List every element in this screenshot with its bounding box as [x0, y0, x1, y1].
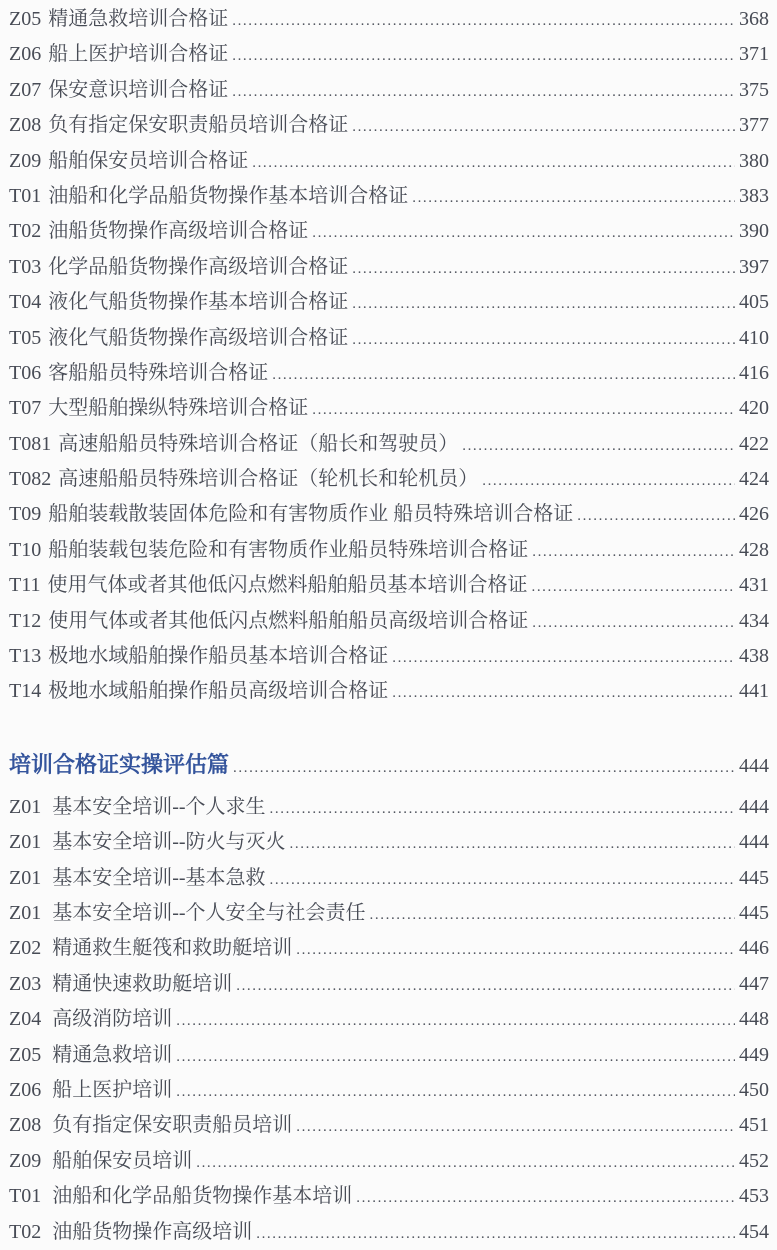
toc-entry-pagenum: 390 — [739, 220, 769, 243]
toc-entry-row — [9, 967, 769, 1002]
dot-leader — [296, 937, 735, 960]
toc-entry-row — [9, 568, 769, 603]
toc-entry-code: T14 — [9, 680, 42, 703]
toc-entry-row — [9, 214, 769, 249]
toc-entry-code: T06 — [9, 361, 42, 384]
toc-entry-pagenum: 434 — [739, 609, 769, 632]
toc-entry-pagenum: 441 — [739, 680, 769, 703]
toc-entry-row — [9, 179, 769, 214]
toc-entry-pagenum: 445 — [739, 866, 769, 889]
dot-leader — [352, 114, 735, 137]
toc-entry-title: 大型船舶操纵特殊培训合格证 — [48, 397, 309, 420]
toc-entry-title: 基本安全培训--防火与灭火 — [52, 831, 286, 854]
toc-entry-title: 精通急救培训合格证 — [48, 8, 229, 30]
toc-entry-row — [9, 427, 769, 462]
toc-entry-pagenum: 405 — [739, 291, 769, 314]
toc-entry-row — [9, 462, 769, 497]
toc-entry-title: 极地水域船舶操作船员基本培训合格证 — [48, 645, 389, 668]
dot-leader — [252, 150, 735, 173]
toc-entry-code: Z01 — [9, 795, 42, 818]
toc-entry-row — [9, 931, 769, 966]
toc-entry-code: Z09 — [9, 149, 42, 172]
dot-leader — [412, 185, 735, 208]
toc-entry-row — [9, 37, 769, 72]
toc-entry-row — [9, 1073, 769, 1108]
dot-leader — [256, 1221, 735, 1244]
toc-entry-title: 船上医护培训合格证 — [48, 43, 229, 66]
toc-entry-row — [9, 604, 769, 639]
toc-entry-row — [9, 1215, 769, 1250]
dot-leader — [176, 1044, 735, 1067]
toc-entry-title: 客船船员特殊培训合格证 — [48, 361, 269, 384]
toc-entry-code: T05 — [9, 326, 42, 349]
dot-leader — [392, 645, 735, 668]
toc-entry-row — [9, 1108, 769, 1143]
toc-entry-code: Z01 — [9, 866, 42, 889]
toc-entry-pagenum: 452 — [739, 1149, 769, 1172]
toc-entry-pagenum: 445 — [739, 901, 769, 924]
dot-leader — [532, 539, 735, 562]
toc-entry-code: Z08 — [9, 1114, 42, 1137]
toc-entry-title: 船舶装载包装危险和有害物质作业船员特殊培训合格证 — [48, 538, 529, 561]
toc-entry-code: Z02 — [9, 937, 42, 960]
toc-entry-pagenum: 449 — [739, 1043, 769, 1066]
toc-entry-code: T07 — [9, 397, 42, 420]
toc-entry-code: T081 — [9, 432, 52, 455]
toc-entry-pagenum: 453 — [739, 1185, 769, 1208]
toc-entry-title: 极地水域船舶操作船员高级培训合格证 — [48, 680, 389, 703]
toc-entry-title: 精通快速救助艇培训 — [52, 972, 233, 995]
toc-entry-code: Z01 — [9, 901, 42, 924]
toc-entry-row — [9, 825, 769, 860]
toc-entry-title: 液化气船货物操作高级培训合格证 — [48, 326, 349, 349]
toc-entry-code: Z07 — [9, 78, 42, 101]
toc-entry-row — [9, 533, 769, 568]
toc-entry-title: 高级消防培训 — [52, 1008, 173, 1031]
dot-leader — [356, 1185, 735, 1208]
toc-entry-row — [9, 73, 769, 108]
toc-entry-row — [9, 861, 769, 896]
toc-entry-pagenum: 444 — [739, 831, 769, 854]
dot-leader — [577, 503, 735, 526]
toc-entry-title: 精通救生艇筏和救助艇培训 — [52, 937, 293, 960]
dot-leader — [312, 397, 735, 420]
dot-leader — [312, 220, 735, 243]
toc-entry-row — [9, 321, 769, 356]
toc-entry-pagenum: 431 — [739, 574, 769, 597]
toc-entry-title: 保安意识培训合格证 — [48, 78, 229, 101]
dot-leader — [233, 752, 735, 778]
toc-entry-code: T02 — [9, 1220, 42, 1243]
toc-entry-pagenum: 447 — [739, 972, 769, 995]
toc-entry-row — [9, 250, 769, 285]
toc-entry-row — [9, 1144, 769, 1179]
toc-entry-code: T02 — [9, 220, 42, 243]
toc-entry-row — [9, 497, 769, 532]
toc-entry-pagenum: 444 — [739, 795, 769, 818]
toc-section-heading-pagenum: 444 — [739, 754, 769, 777]
toc-entry-code: Z04 — [9, 1008, 42, 1031]
toc-entry-row — [9, 144, 769, 179]
toc-entry-title: 负有指定保安职责船员培训 — [52, 1114, 293, 1137]
toc-entry-title: 基本安全培训--个人安全与社会责任 — [52, 901, 366, 924]
toc-entry-pagenum: 451 — [739, 1114, 769, 1137]
dot-leader — [176, 1008, 735, 1031]
toc-entry-title: 高速船船员特殊培训合格证（船长和驾驶员） — [58, 432, 459, 455]
toc-entry-code: T09 — [9, 503, 42, 526]
toc-entry-title: 船舶保安员培训合格证 — [48, 149, 249, 172]
toc-entry-pagenum: 448 — [739, 1008, 769, 1031]
dot-leader — [232, 79, 735, 102]
toc-entry-code: T082 — [9, 468, 52, 491]
toc-entry-pagenum: 377 — [739, 114, 769, 137]
toc-entry-row — [9, 285, 769, 320]
toc-entry-row — [9, 790, 769, 825]
toc-entry-code: T11 — [9, 574, 41, 597]
dot-leader — [270, 796, 735, 819]
toc-entry-row — [9, 674, 769, 709]
dot-leader — [176, 1079, 735, 1102]
toc-entry-row — [9, 2, 769, 37]
dot-leader — [370, 902, 735, 925]
toc-section-heading-row — [9, 748, 769, 790]
toc-entry-pagenum: 420 — [739, 397, 769, 420]
dot-leader — [462, 433, 735, 456]
dot-leader — [531, 574, 735, 597]
toc-entry-code: Z03 — [9, 972, 42, 995]
dot-leader — [272, 362, 735, 385]
toc-entry-pagenum: 422 — [739, 432, 769, 455]
toc-entry-pagenum: 397 — [739, 255, 769, 278]
dot-leader — [270, 867, 735, 890]
toc-entry-code: T04 — [9, 291, 42, 314]
toc-entry-code: Z05 — [9, 8, 42, 30]
toc-entry-title: 油船货物操作高级培训合格证 — [48, 220, 309, 243]
dot-leader — [236, 973, 735, 996]
toc-entry-pagenum: 383 — [739, 184, 769, 207]
toc-entry-row — [9, 1002, 769, 1037]
toc-entry-title: 负有指定保安职责船员培训合格证 — [48, 114, 349, 137]
toc-entry-pagenum: 424 — [739, 468, 769, 491]
toc-entry-pagenum: 454 — [739, 1220, 769, 1243]
toc-entry-code: T13 — [9, 645, 42, 668]
toc-entry-title: 基本安全培训--个人求生 — [52, 795, 266, 818]
toc-entry-row — [9, 356, 769, 391]
toc-entry-row — [9, 896, 769, 931]
dot-leader — [290, 831, 735, 854]
dot-leader — [352, 256, 735, 279]
dot-leader — [482, 468, 735, 491]
toc-entry-title: 船上医护培训 — [52, 1078, 173, 1101]
toc-entry-title: 精通急救培训 — [52, 1043, 173, 1066]
dot-leader — [532, 610, 735, 633]
toc-entry-title: 船舶保安员培训 — [52, 1149, 193, 1172]
dot-leader — [196, 1150, 735, 1173]
toc-entry-code: Z06 — [9, 1078, 42, 1101]
dot-leader — [352, 327, 735, 350]
toc-list — [9, 2, 769, 1250]
toc-entry-title: 油船和化学品船货物操作基本培训 — [52, 1185, 353, 1208]
toc-entry-title: 高速船船员特殊培训合格证（轮机长和轮机员） — [58, 468, 479, 491]
toc-entry-code: Z01 — [9, 831, 42, 854]
toc-entry-code: T12 — [9, 609, 42, 632]
toc-entry-title: 液化气船货物操作基本培训合格证 — [48, 291, 349, 314]
toc-entry-pagenum: 450 — [739, 1078, 769, 1101]
dot-leader — [352, 291, 735, 314]
toc-entry-row — [9, 1038, 769, 1073]
toc-entry-pagenum: 375 — [739, 78, 769, 101]
dot-leader — [232, 43, 735, 66]
toc-entry-code: Z06 — [9, 43, 42, 66]
toc-entry-code: Z05 — [9, 1043, 42, 1066]
toc-entry-code: Z08 — [9, 114, 42, 137]
toc-section — [9, 748, 769, 1250]
toc-entry-title: 化学品船货物操作高级培训合格证 — [48, 255, 349, 278]
toc-entry-code: T01 — [9, 1185, 42, 1208]
toc-entry-title: 油船和化学品船货物操作基本培训合格证 — [48, 184, 409, 207]
toc-entry-code: T03 — [9, 255, 42, 278]
toc-entry-row — [9, 1179, 769, 1214]
toc-entry-code: Z09 — [9, 1149, 42, 1172]
toc-entry-title: 使用气体或者其他低闪点燃料船舶船员基本培训合格证 — [47, 574, 528, 597]
toc-entry-row — [9, 639, 769, 674]
toc-entry-pagenum: 426 — [739, 503, 769, 526]
toc-entry-pagenum: 410 — [739, 326, 769, 349]
dot-leader — [296, 1114, 735, 1137]
toc-entry-title: 基本安全培训--基本急救 — [52, 866, 266, 889]
toc-section-heading-title: 培训合格证实操评估篇 — [9, 751, 230, 777]
dot-leader — [392, 680, 735, 703]
toc-entry-row — [9, 391, 769, 426]
toc-entry-title: 船舶装载散装固体危险和有害物质作业 船员特殊培训合格证 — [48, 503, 574, 526]
toc-entry-pagenum: 371 — [739, 43, 769, 66]
toc-entry-title: 油船货物操作高级培训 — [52, 1220, 253, 1243]
toc-entry-pagenum: 368 — [739, 8, 769, 30]
dot-leader — [232, 8, 735, 31]
toc-entry-pagenum: 438 — [739, 645, 769, 668]
toc-entry-pagenum: 446 — [739, 937, 769, 960]
toc-entry-code: T01 — [9, 184, 42, 207]
toc-entry-pagenum: 416 — [739, 361, 769, 384]
toc-section — [9, 2, 769, 710]
toc-entry-pagenum: 428 — [739, 538, 769, 561]
toc-entry-code: T10 — [9, 538, 42, 561]
toc-entry-pagenum: 380 — [739, 149, 769, 172]
toc-entry-row — [9, 108, 769, 143]
toc-entry-title: 使用气体或者其他低闪点燃料船舶船员高级培训合格证 — [48, 609, 529, 632]
